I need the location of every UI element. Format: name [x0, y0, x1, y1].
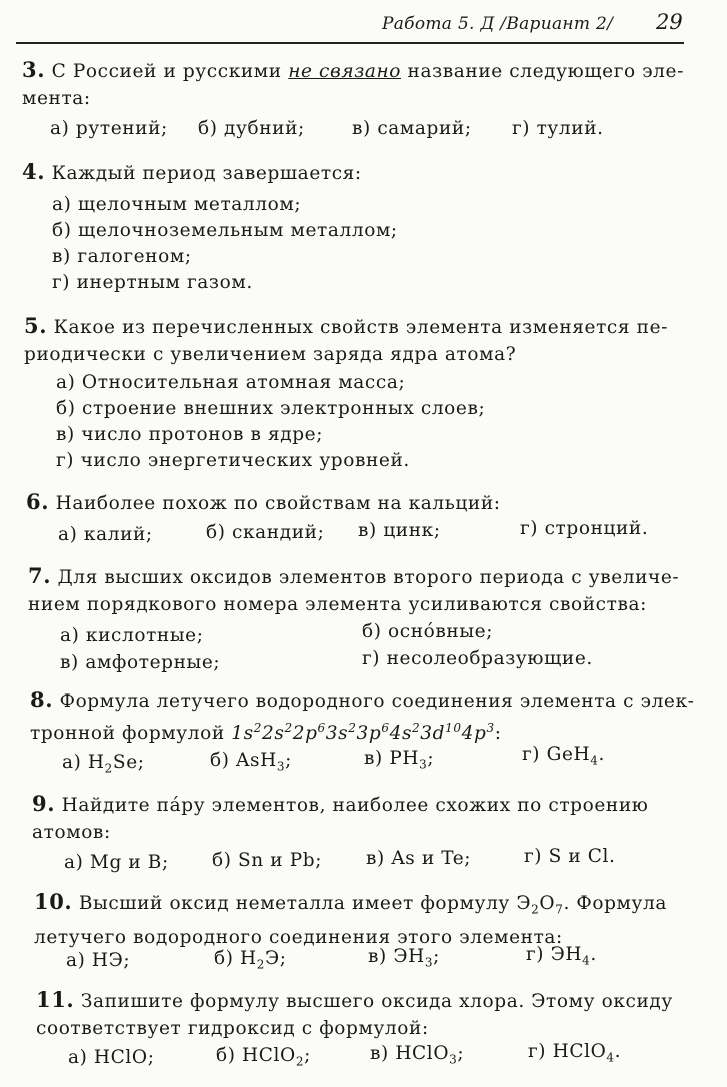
option-c: в) As и Te; [366, 848, 472, 869]
option-b: б) AsH$_3$; [210, 750, 292, 774]
option-d: г) стронций. [520, 518, 649, 539]
question-text-line2: тронной формулой [30, 723, 232, 745]
question-number: 8. [30, 687, 54, 712]
question-4 [22, 158, 362, 187]
question-10 [34, 888, 667, 951]
option-a: а) Относительная атомная масса; [56, 372, 406, 393]
option-c: в) число протонов в ядре; [56, 424, 324, 445]
question-9 [32, 790, 648, 846]
question-5 [24, 312, 668, 368]
question-number: 6. [26, 489, 50, 514]
question-text-line2: соответствует гидроксид с формулой: [36, 1018, 429, 1039]
running-title: Работа 5. Д /Вариант 2/ [382, 14, 614, 34]
option-b: б) строение внешних электронных слоев; [56, 398, 486, 419]
option-a: а) щелочным металлом; [52, 194, 302, 215]
question-text: Для высших оксидов элементов второго периода с увеличе- [57, 567, 680, 588]
option-d: г) несолеобразующие. [362, 648, 593, 669]
question-text-line2: мента: [22, 88, 91, 109]
option-c: в) галогеном; [52, 246, 192, 267]
option-d: г) число энергетических уровней. [56, 450, 410, 471]
option-b: б) щелочноземельным металлом; [52, 220, 398, 241]
question-text-line2: атомов: [32, 822, 111, 843]
page-number: 29 [656, 10, 683, 34]
option-b: б) скандий; [206, 522, 325, 543]
question-text-line2: риодически с увеличением заряда ядра атома? [24, 344, 517, 365]
option-c: в) HClO$_3$; [370, 1043, 465, 1067]
question-number: 9. [32, 791, 56, 816]
question-text: Найдите па́ру элементов, наиболее схожих по строению [61, 795, 649, 816]
option-c: в) цинк; [358, 520, 441, 541]
option-b: б) $H_2Э$; [214, 948, 287, 972]
option-d: г) HClO$_4$. [528, 1041, 622, 1065]
question-3 [22, 56, 684, 112]
question-text: Каждый период завершается: [51, 163, 362, 184]
question-text: Формула летучего водородного соединения элемента с элек- [59, 691, 695, 712]
option-c: в) $PH_3$; [364, 748, 435, 772]
option-c: в) $ЭH_3$; [368, 946, 440, 970]
option-d: г) $ЭH_4$. [526, 944, 597, 968]
option-a: а) кислотные; [60, 625, 204, 646]
question-text: Наиболее похож по свойствам на кальций: [55, 493, 501, 514]
question-text-line2: нием порядкового номера элемента усиливаются свойства: [28, 594, 647, 615]
question-number: 5. [24, 313, 48, 338]
option-c: в) амфотерные; [60, 652, 221, 673]
option-b: б) дубний; [198, 118, 305, 139]
option-d: г) инертным газом. [52, 272, 253, 293]
question-number: 7. [28, 563, 52, 588]
header-rule [16, 42, 684, 44]
option-a: а) $H_2Se$; [62, 752, 145, 776]
question-7 [28, 562, 679, 618]
option-d: г) GeH$_4$. [522, 744, 605, 768]
question-number: 10. [34, 889, 73, 914]
question-text-cont: название следующего эле- [401, 61, 684, 82]
underlined-phrase: не связано [288, 61, 402, 82]
option-a: а) Mg и B; [64, 852, 169, 873]
question-text-line2: летучего водородного соединения этого элемента: [34, 926, 563, 948]
question-number: 11. [36, 987, 75, 1012]
colon: : [494, 723, 502, 745]
page-header [380, 8, 683, 38]
option-b: б) осно́вные; [362, 621, 494, 642]
option-b: б) HClO$_2$; [216, 1045, 311, 1069]
option-d: г) тулий. [512, 118, 604, 139]
question-number: 4. [22, 159, 46, 184]
question-6 [26, 488, 501, 517]
question-11 [36, 986, 673, 1042]
option-a: а) НЭ; [66, 950, 131, 971]
option-a: а) HClO; [68, 1047, 155, 1068]
question-number: 3. [22, 57, 46, 82]
question-text: Запишите формулу высшего оксида хлора. Этому оксиду [80, 991, 673, 1012]
option-a: а) рутений; [50, 118, 168, 139]
option-d: г) S и Cl. [524, 846, 616, 867]
question-8 [30, 686, 694, 747]
option-c: в) самарий; [352, 118, 472, 139]
option-a: а) калий; [58, 524, 153, 545]
question-text: С Россией и русскими [51, 61, 289, 82]
option-b: б) Sn и Pb; [212, 850, 323, 871]
question-text: Высший оксид неметалла имеет формулу $Э_2O_7$. Формула [78, 893, 667, 917]
electron-formula: $1s^22s^22p^63s^23p^64s^23d^{10}4p^3$ [231, 721, 495, 745]
question-text: Какое из перечисленных свойств элемента изменяется пе- [53, 317, 668, 338]
